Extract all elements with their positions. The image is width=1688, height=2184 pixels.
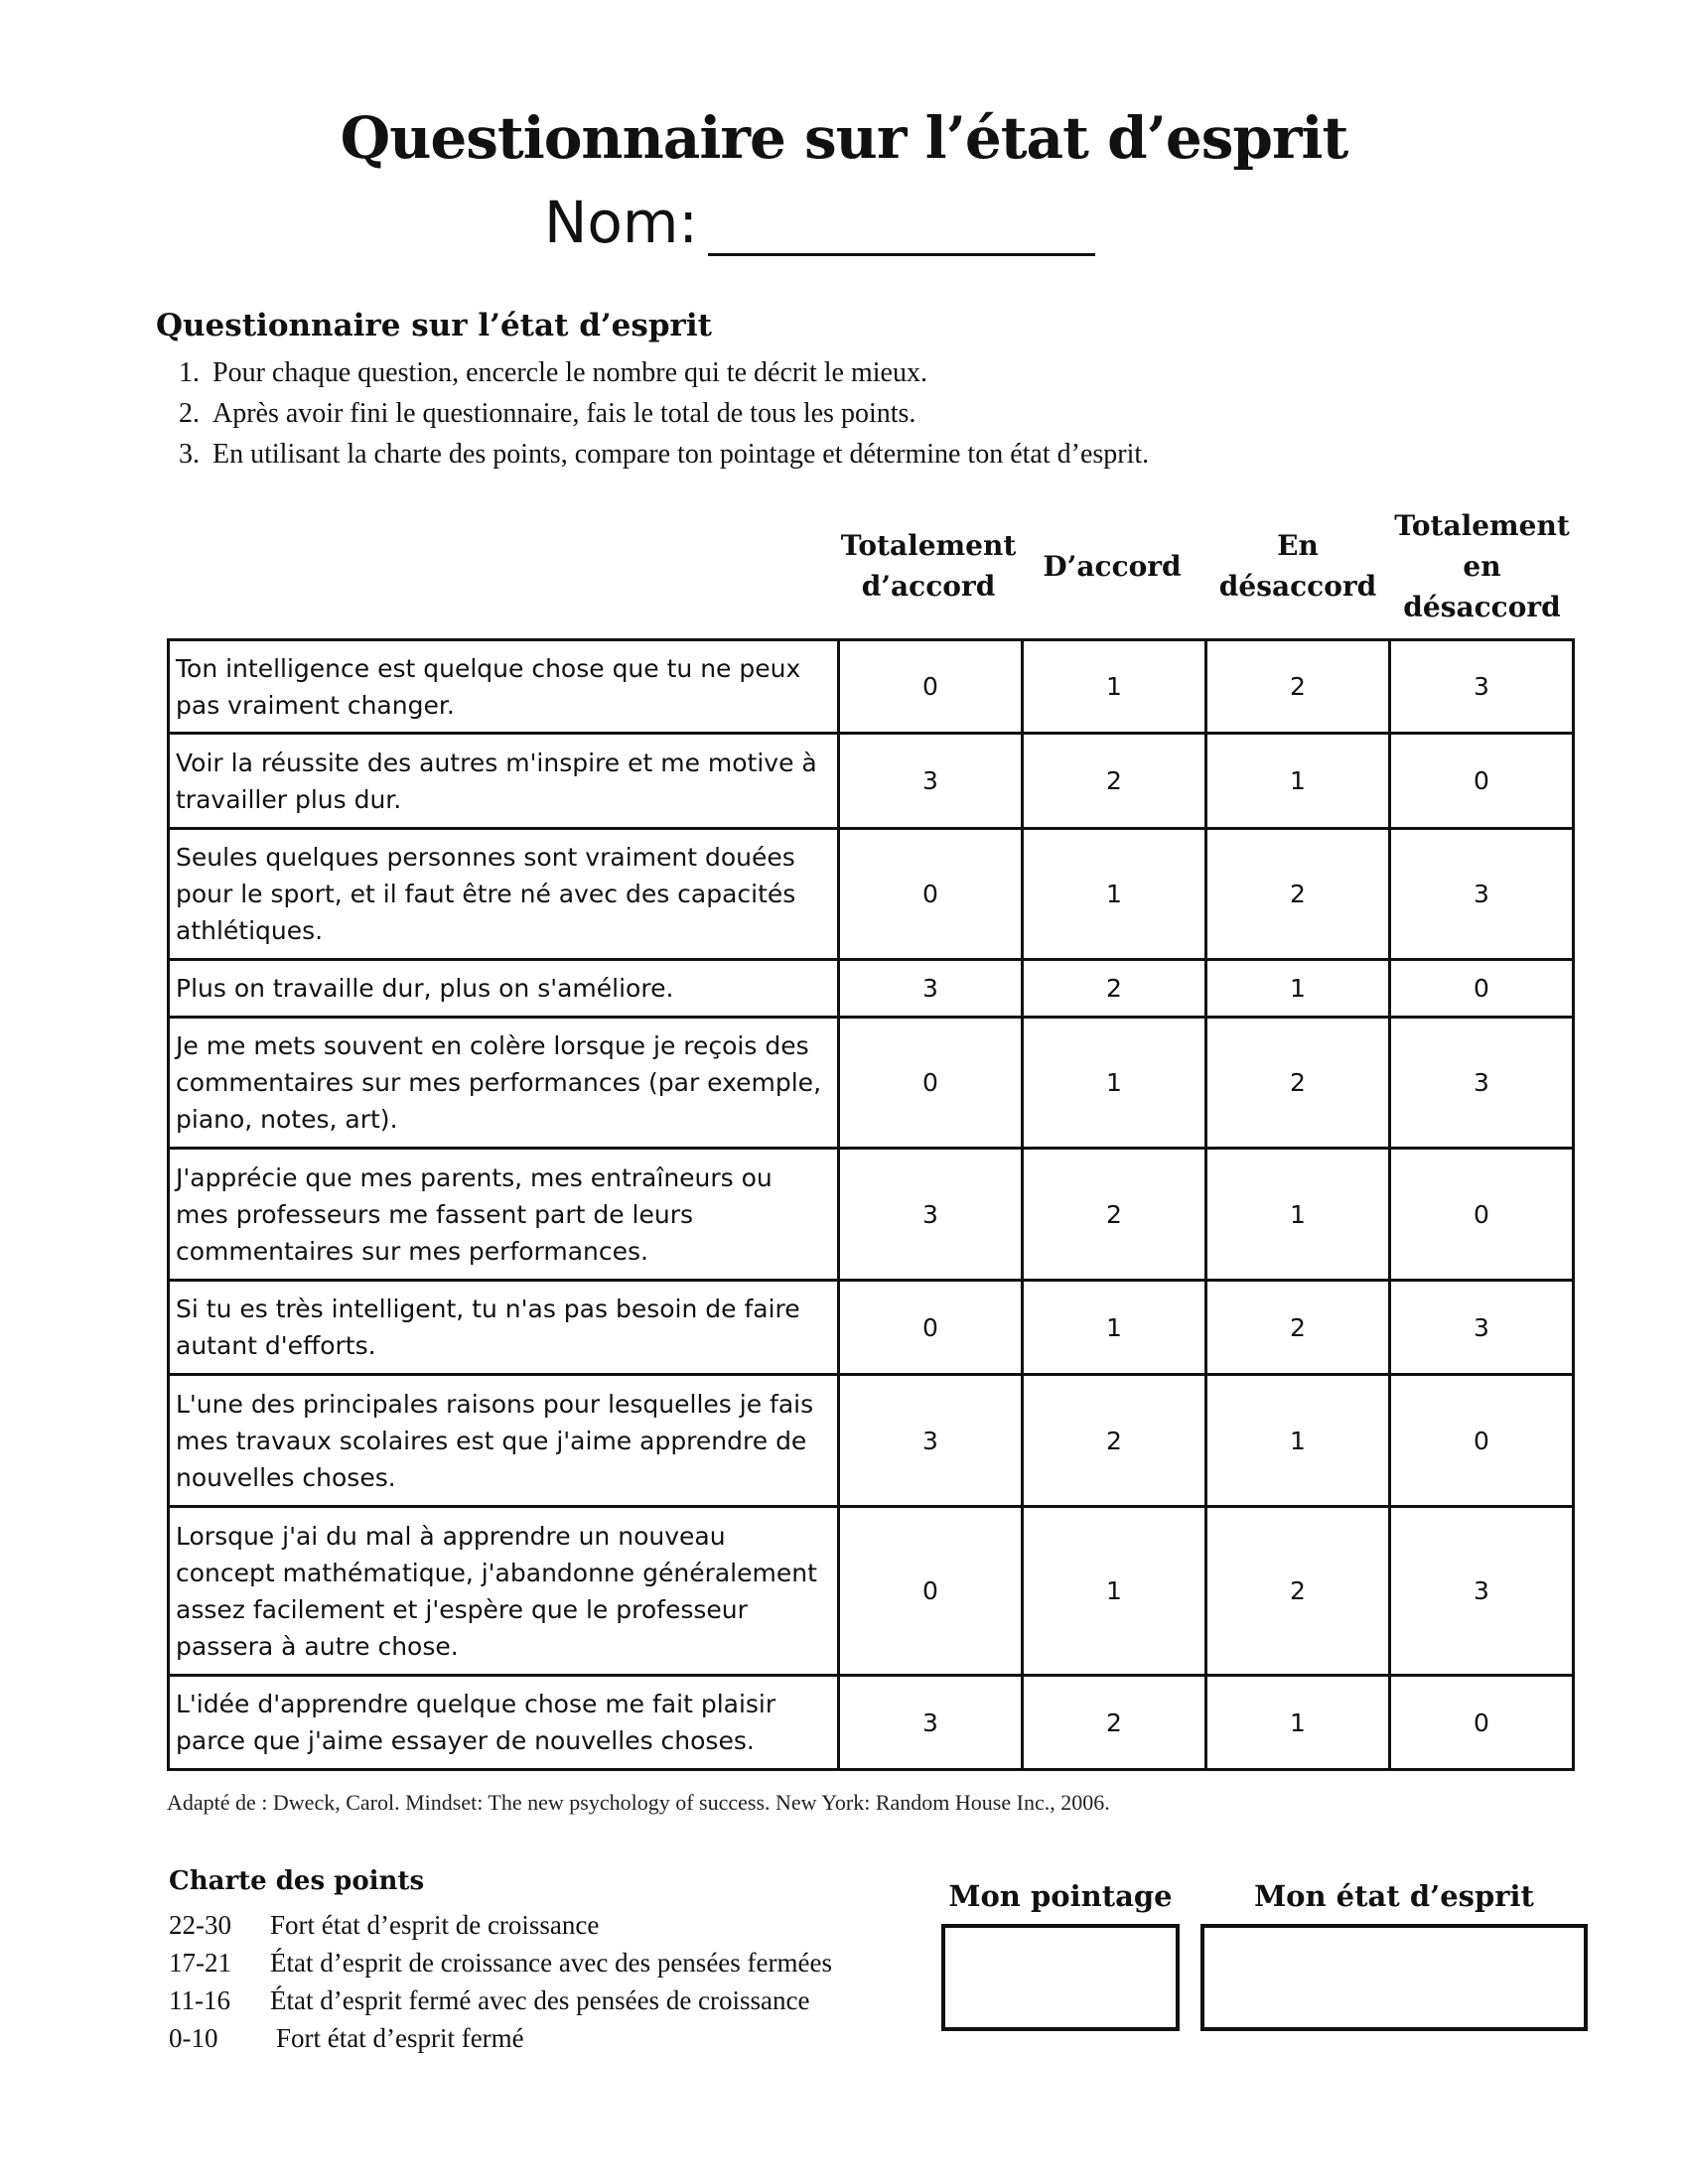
score-option[interactable]: 0 — [838, 1281, 1022, 1375]
score-box[interactable] — [941, 1924, 1180, 2031]
score-option[interactable]: 2 — [1022, 960, 1205, 1018]
table-row — [169, 734, 1574, 829]
score-option[interactable]: 1 — [1022, 829, 1205, 960]
score-option[interactable]: 2 — [1205, 1507, 1389, 1676]
table-row — [169, 829, 1574, 960]
table-row — [169, 960, 1574, 1018]
column-header-d-accord: D’accord — [1043, 549, 1182, 583]
points-chart-row: 11-16 État d’esprit fermé avec des pensées de croissance — [169, 1985, 810, 2015]
instruction-item: 1. Pour chaque question, encercle le nombre qui te décrit le mieux. — [179, 357, 927, 388]
score-option[interactable]: 1 — [1205, 734, 1389, 829]
statement-cell: Seules quelques personnes sont vraiment douées pour le sport, et il faut être né avec des capacités athlétiques. — [169, 829, 839, 960]
statement-cell: Je me mets souvent en colère lorsque je reçois des commentaires sur mes performances (par exemple, piano, notes, art). — [169, 1018, 839, 1149]
table-row — [169, 1375, 1574, 1507]
points-chart-row: 17-21 État d’esprit de croissance avec des pensées fermées — [169, 1948, 832, 1978]
statement-cell: Lorsque j'ai du mal à apprendre un nouveau concept mathématique, j'abandonne généralement assez facilement et j'espère que le professeur passera à autre chose. — [169, 1507, 839, 1676]
score-option[interactable]: 2 — [1205, 1281, 1389, 1375]
score-option[interactable]: 3 — [838, 1149, 1022, 1281]
instruction-item: 3. En utilisant la charte des points, compare ton pointage et détermine ton état d’esprit. — [179, 439, 1150, 470]
score-option[interactable]: 2 — [1022, 1375, 1205, 1507]
name-field-row — [544, 189, 1095, 256]
score-option[interactable]: 1 — [1022, 1507, 1205, 1676]
score-option[interactable]: 0 — [838, 1018, 1022, 1149]
score-option[interactable]: 3 — [838, 1676, 1022, 1770]
statement-cell: Plus on travaille dur, plus on s'améliore. — [169, 960, 839, 1018]
score-option[interactable]: 0 — [1389, 960, 1573, 1018]
score-option[interactable]: 1 — [1205, 960, 1389, 1018]
points-chart-row: 22-30 Fort état d’esprit de croissance — [169, 1910, 600, 1940]
table-row — [169, 1507, 1574, 1676]
score-option[interactable]: 0 — [1389, 1676, 1573, 1770]
table-row — [169, 640, 1574, 734]
mindset-box-label: Mon état d’esprit — [1254, 1879, 1534, 1913]
column-header-totalement-d-accord: Totalement d’accord — [840, 529, 1017, 603]
instruction-item: 2. Après avoir fini le questionnaire, fais le total de tous les points. — [179, 398, 916, 429]
score-option[interactable]: 0 — [1389, 1375, 1573, 1507]
statement-cell: L'idée d'apprendre quelque chose me fait plaisir parce que j'aime essayer de nouvelles choses. — [169, 1676, 839, 1770]
name-label: Nom: — [544, 189, 698, 256]
statement-cell: Ton intelligence est quelque chose que tu ne peux pas vraiment changer. — [169, 640, 839, 734]
questionnaire-table — [167, 638, 1575, 1771]
score-option[interactable]: 0 — [838, 640, 1022, 734]
section-subtitle: Questionnaire sur l’état d’esprit — [156, 308, 712, 343]
statement-cell: J'apprécie que mes parents, mes entraîneurs ou mes professeurs me fassent part de leurs commentaires sur mes performances. — [169, 1149, 839, 1281]
statement-cell: L'une des principales raisons pour lesquelles je fais mes travaux scolaires est que j'aime apprendre de nouvelles choses. — [169, 1375, 839, 1507]
instructions-list — [179, 352, 1149, 475]
table-row — [169, 1018, 1574, 1149]
score-option[interactable]: 1 — [1022, 640, 1205, 734]
column-header-en-desaccord: En désaccord — [1218, 529, 1377, 603]
mindset-box[interactable] — [1200, 1924, 1588, 2031]
score-option[interactable]: 1 — [1022, 1281, 1205, 1375]
statement-cell: Si tu es très intelligent, tu n'as pas besoin de faire autant d'efforts. — [169, 1281, 839, 1375]
score-option[interactable]: 3 — [838, 1375, 1022, 1507]
score-option[interactable]: 2 — [1205, 640, 1389, 734]
score-option[interactable]: 3 — [1389, 1018, 1573, 1149]
column-header-totalement-en-desaccord: Totalement en désaccord — [1394, 508, 1570, 623]
score-option[interactable]: 0 — [838, 1507, 1022, 1676]
score-option[interactable]: 2 — [1022, 1149, 1205, 1281]
score-option[interactable]: 1 — [1205, 1375, 1389, 1507]
points-chart — [169, 1906, 832, 2057]
name-input-line[interactable] — [708, 196, 1095, 256]
statement-cell: Voir la réussite des autres m'inspire et me motive à travailler plus dur. — [169, 734, 839, 829]
table-row — [169, 1676, 1574, 1770]
score-option[interactable]: 3 — [1389, 1507, 1573, 1676]
score-option[interactable]: 1 — [1205, 1676, 1389, 1770]
score-option[interactable]: 3 — [838, 960, 1022, 1018]
score-option[interactable]: 2 — [1205, 1018, 1389, 1149]
score-option[interactable]: 3 — [838, 734, 1022, 829]
score-option[interactable]: 0 — [1389, 734, 1573, 829]
score-option[interactable]: 1 — [1205, 1149, 1389, 1281]
score-option[interactable]: 2 — [1205, 829, 1389, 960]
page-title: Questionnaire sur l’état d’esprit — [340, 104, 1348, 172]
score-box-label: Mon pointage — [948, 1879, 1173, 1913]
source-citation: Adapté de : Dweck, Carol. Mindset: The new psychology of success. New York: Random House Inc., 2006. — [167, 1790, 1110, 1815]
score-option[interactable]: 3 — [1389, 829, 1573, 960]
table-row — [169, 1149, 1574, 1281]
score-option[interactable]: 2 — [1022, 1676, 1205, 1770]
score-option[interactable]: 3 — [1389, 640, 1573, 734]
score-option[interactable]: 2 — [1022, 734, 1205, 829]
score-option[interactable]: 0 — [1389, 1149, 1573, 1281]
table-row — [169, 1281, 1574, 1375]
score-option[interactable]: 3 — [1389, 1281, 1573, 1375]
score-option[interactable]: 1 — [1022, 1018, 1205, 1149]
points-chart-title: Charte des points — [169, 1866, 425, 1896]
points-chart-row: 0-10 Fort état d’esprit fermé — [169, 2023, 524, 2053]
score-option[interactable]: 0 — [838, 829, 1022, 960]
